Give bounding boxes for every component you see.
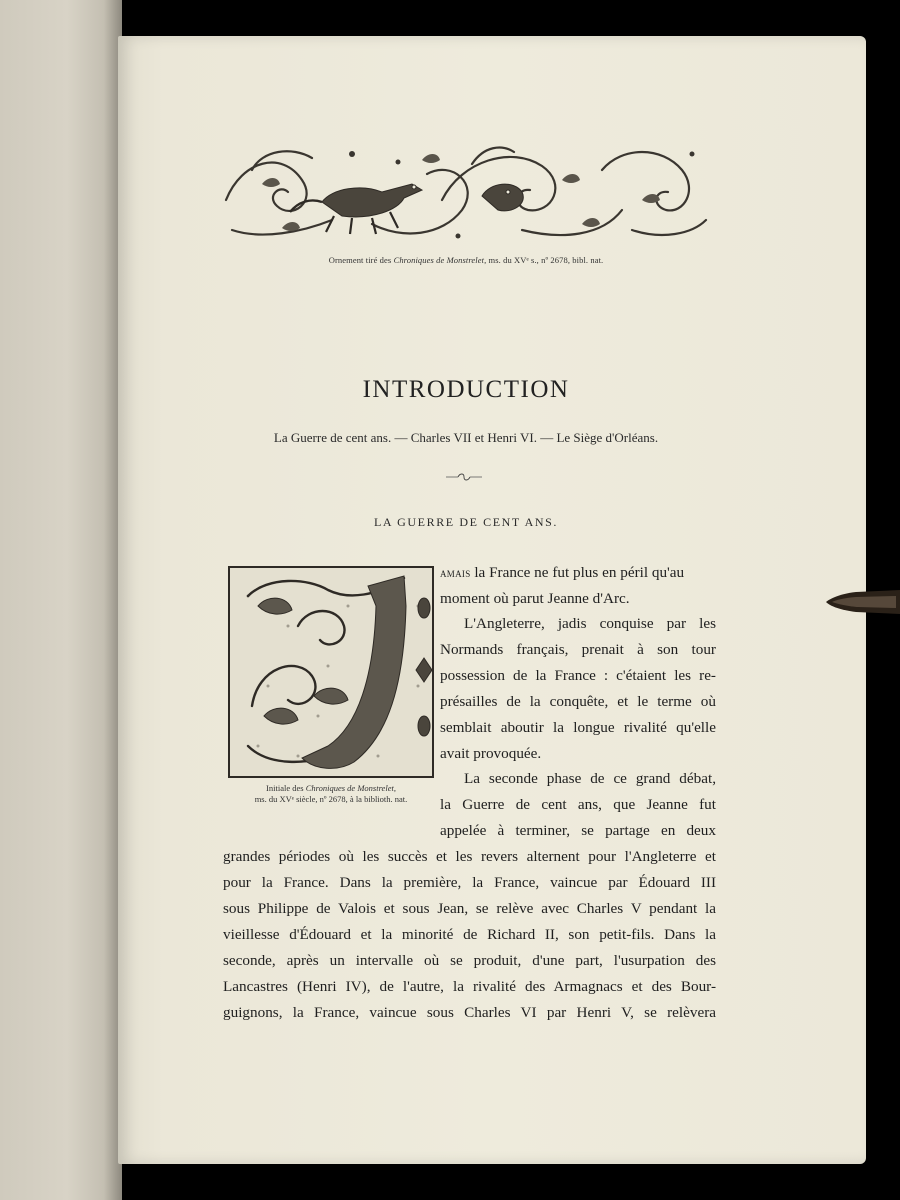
initial-caption-title: Chroniques de Monstrelet: [305, 783, 394, 793]
initial-letter-continuation: amais: [440, 566, 471, 580]
text-line: la Guerre de cent ans, que Jeanne fut: [440, 796, 716, 813]
page-subtitle: La Guerre de cent ans. — Charles VII et Henri VI. — Le Siège d'Orléans.: [273, 430, 659, 445]
ornament-caption-prefix: Ornement tiré des: [328, 255, 392, 265]
initial-caption-line-2: ms. du XVᵉ siècle, nº 2678, à la biblioth. nat.: [254, 794, 408, 804]
text-line: guignons, la France, vaincue sous Charles VI par Henri V, se relèvera: [223, 1004, 716, 1021]
ornament-caption-title: Chroniques de Monstrelet: [393, 255, 485, 265]
text-line: semblait aboutir la longue rivalité qu'elle: [440, 719, 716, 736]
text-line-rest: la France ne fut plus en péril qu'au: [470, 564, 685, 581]
ornament-caption: [222, 255, 710, 265]
ornament-caption-suffix: , ms. du XVᵉ s., nº 2678, bibl. nat.: [484, 255, 604, 265]
initial-caption-comma: ,: [393, 783, 396, 793]
text-line: avait provoquée.: [440, 745, 542, 762]
ornamental-divider-icon: [446, 472, 482, 482]
text-line: moment où parut Jeanne d'Arc.: [440, 590, 630, 607]
text-line: grandes périodes où les succès et les revers alternent pour l'Angleterre et: [223, 848, 716, 865]
facing-page-edge: [0, 0, 122, 1200]
text-line: La seconde phase de ce grand débat,: [464, 770, 716, 787]
ornament-headpiece-illustration: [222, 140, 710, 246]
initial-caption-line-1: [228, 783, 434, 794]
text-line: Normands français, prenait à son tour: [440, 641, 716, 658]
bookmark-ribbon-icon: [826, 586, 900, 616]
initial-caption-prefix: Initiale des: [266, 783, 304, 793]
text-line: sous Philippe de Valois et sous Jean, se relève avec Charles V pendant la: [223, 900, 716, 917]
text-line: seconde, après un intervalle où se produit, d'une part, l'usurpation des: [223, 952, 716, 969]
text-line: L'Angleterre, jadis conquise par les: [464, 615, 716, 632]
decorated-initial-illustration: [228, 566, 434, 778]
text-line: possession de la France : c'étaient les re-: [440, 667, 716, 684]
initial-caption: [228, 783, 434, 805]
text-line: pour la France. Dans la première, la France, vaincue par Édouard III: [223, 874, 716, 891]
text-line: Lancastres (Henri IV), de l'autre, la rivalité des Armagnacs et des Bour-: [223, 978, 716, 995]
text-line: appelée à terminer, se partage en deux: [440, 822, 716, 839]
text-line: vieillesse d'Édouard et la minorité de Richard II, son petit-fils. Dans la: [223, 926, 716, 943]
page-title: INTRODUCTION: [362, 376, 570, 403]
text-line: [440, 563, 716, 583]
section-heading: LA GUERRE DE CENT ANS.: [374, 515, 558, 529]
text-line: présailles de la conquête, et le terme où: [440, 693, 716, 710]
